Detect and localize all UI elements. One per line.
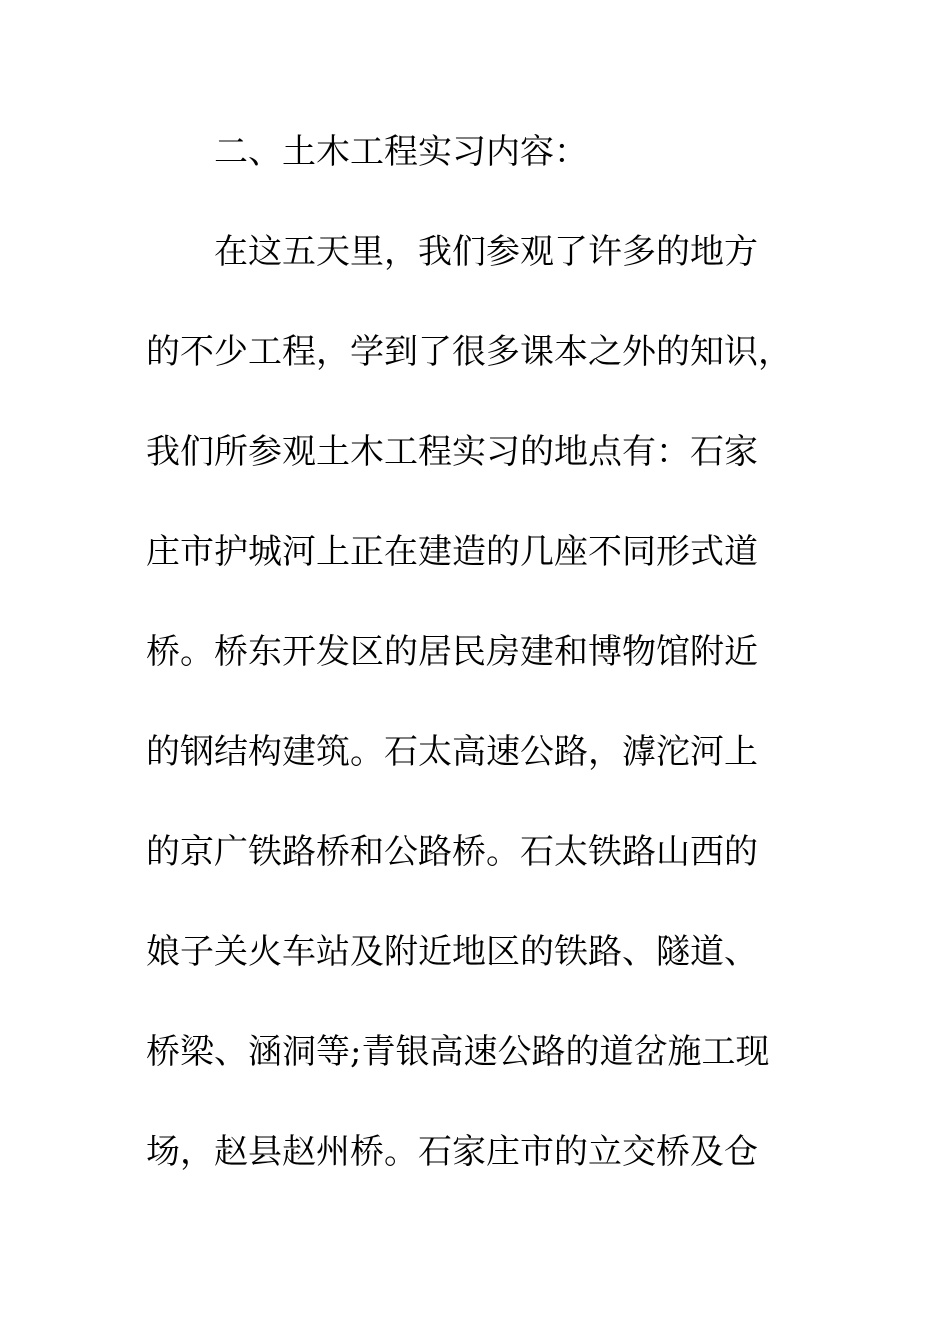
paragraph-line: 庄市护城河上正在建造的几座不同形式道 [146, 532, 758, 572]
paragraph-line: 的钢结构建筑。石太高速公路，滹沱河上 [146, 732, 758, 772]
paragraph-line: 场，赵县赵州桥。石家庄市的立交桥及仓 [146, 1132, 758, 1172]
paragraph-line: 娘子关火车站及附近地区的铁路、隧道、 [146, 932, 758, 972]
paragraph-line: 桥梁、涵洞等;青银高速公路的道岔施工现 [146, 1032, 770, 1072]
section-heading: 二、土木工程实习内容： [214, 132, 588, 172]
paragraph-line: 在这五天里，我们参观了许多的地方 [214, 232, 758, 272]
paragraph-line: 的不少工程，学到了很多课本之外的知识， [146, 332, 792, 372]
paragraph-line: 的京广铁路桥和公路桥。石太铁路山西的 [146, 832, 758, 872]
paragraph-line: 桥。桥东开发区的居民房建和博物馆附近 [146, 632, 758, 672]
paragraph-line: 我们所参观土木工程实习的地点有：石家 [146, 432, 758, 472]
